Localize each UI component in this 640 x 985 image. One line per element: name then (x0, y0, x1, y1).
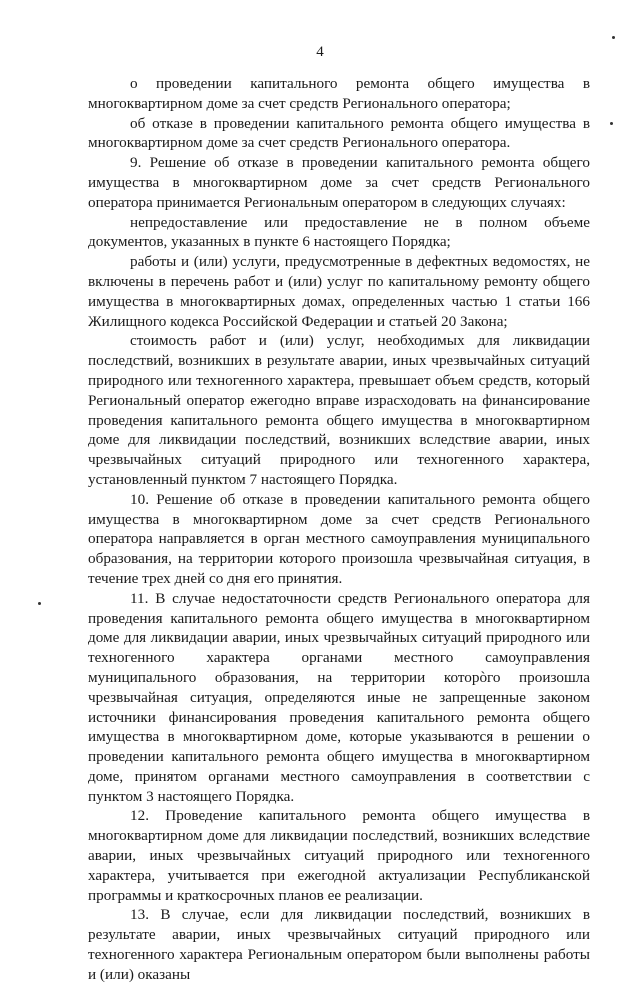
paragraph: об отказе в проведении капитального ремонта общего имущества в многоквартирном доме за счет средств Регионального оператора. (88, 114, 590, 152)
paragraph: о проведении капитального ремонта общего имущества в многоквартирном доме за счет средств Регионального оператора; (88, 75, 590, 112)
paragraph-clause-10: 10. Решение об отказе в проведении капитального ремонта общего имущества в многоквартирном доме за счет средств Регионального оператора направляется в орган местного самоуправления муниципального образования, на территории которого произошла чрезвычайная ситуация, в течение трех дней со дня его принятия. (88, 490, 590, 587)
paragraph: работы и (или) услуги, предусмотренные в дефектных ведомостях, не включены в перечень работ и (или) услуг по капитальному ремонту общего имущества в многоквартирных домах, определенных частью 1 статьи 166 Жилищного кодекса Российской Федерации и статьей 20 Закона; (88, 253, 590, 330)
paragraph: непредоставление или предоставление не в полном объеме документов, указанных в пункте 6 настоящего Порядка; (88, 213, 590, 251)
scan-speck (612, 36, 615, 39)
scan-speck (38, 602, 41, 605)
page-number: 4 (316, 44, 324, 60)
paragraph: стоимость работ и (или) услуг, необходимых для ликвидации последствий, возникших в результате аварии, иных чрезвычайных ситуаций природного или техногенного характера, превышает объем средств, который Региональный оператор ежегодно вправе израсходовать на финансирование проведения капитального ремонта общего имущества в многоквартирном доме для ликвидации последствий, возникших вследствие аварии, иных чрезвычайных ситуаций природного или техногенного характера, установленный пунктом 7 настоящего Порядка. (88, 332, 590, 488)
paragraph-clause-12: 12. Проведение капитального ремонта общего имущества в многоквартирном доме для ликвидации последствий, возникших вследствие аварии, иных чрезвычайных ситуаций природного или техногенного характера, учитывается при ежегодной актуализации Республиканской программы и краткосрочных планов ее реализации. (88, 807, 590, 904)
paragraph-clause-9: 9. Решение об отказе в проведении капитального ремонта общего имущества в многоквартирном доме за счет средств Регионального оператора принимается Региональным оператором в следующих случаях: (88, 154, 590, 211)
paragraph-clause-13: 13. В случае, если для ликвидации последствий, возникших в результате аварии, иных чрезвычайных ситуаций природного или техногенного характера Региональным оператором были выполнены работы и (или) оказаны (88, 906, 590, 983)
document-body (88, 74, 590, 985)
scan-speck (610, 122, 613, 125)
paragraph-clause-11: 11. В случае недостаточности средств Регионального оператора для проведения капитального ремонта общего имущества в многоквартирном доме для ликвидации аварии, иных чрезвычайных ситуаций природного или техногенного характера органами местного самоуправления муниципального образования, на территории которòго произошла чрезвычайная ситуация, определяются иные не запрещенные законом источники финансирования проведения капитального ремонта общего имущества в многоквартирном доме, которые указываются в решении о проведении капитального ремонта общего имущества в многоквартирном доме, принятом органами местного самоуправления в соответствии с пунктом 3 настоящего Порядка. (88, 589, 590, 805)
